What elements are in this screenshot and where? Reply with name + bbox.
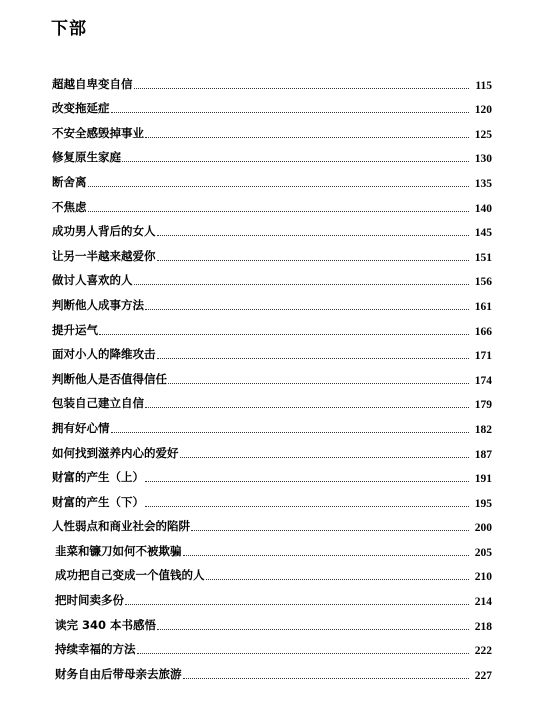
toc-entry-page-number: 115 — [475, 79, 492, 92]
toc-entry[interactable] — [52, 560, 492, 585]
toc-dot-leader — [183, 678, 470, 679]
toc-dot-leader — [99, 334, 469, 335]
toc-dot-leader — [137, 653, 470, 654]
toc-dot-leader — [145, 309, 469, 310]
toc-entry-page-number: 227 — [474, 669, 492, 682]
toc-dot-leader — [134, 88, 470, 89]
toc-entry-page-number: 120 — [474, 104, 492, 117]
toc-entry-page-number: 179 — [474, 399, 492, 412]
toc-dot-leader — [145, 137, 469, 138]
toc-entry-page-number: 210 — [474, 571, 492, 584]
toc-dot-leader — [157, 629, 469, 630]
toc-entry-title: 拥有好心情 — [52, 420, 110, 435]
toc-entry[interactable] — [52, 486, 492, 511]
toc-entry-page-number: 205 — [474, 546, 492, 559]
toc-entry-title: 财务自由后带母亲去旅游 — [55, 666, 182, 681]
toc-dot-leader — [157, 235, 470, 236]
toc-dot-leader — [157, 358, 470, 359]
toc-entry-page-number: 214 — [474, 596, 492, 609]
toc-entry-page-number: 222 — [474, 645, 492, 658]
toc-entry-page-number: 182 — [474, 423, 492, 436]
toc-entry-page-number: 140 — [474, 202, 492, 215]
toc-entry-title: 把时间卖多份 — [55, 593, 124, 608]
toc-entry-title: 面对小人的降维攻击 — [52, 347, 156, 362]
toc-entry-title: 提升运气 — [52, 322, 98, 337]
toc-entry-title: 做讨人喜欢的人 — [52, 273, 133, 288]
toc-dot-leader — [122, 161, 469, 162]
toc-entry-page-number: 200 — [474, 522, 492, 535]
toc-entry[interactable] — [52, 117, 492, 142]
toc-entry-page-number: 125 — [474, 128, 492, 141]
toc-entry[interactable] — [52, 462, 492, 487]
toc-dot-leader — [111, 112, 470, 113]
toc-entry[interactable] — [52, 363, 492, 388]
toc-dot-leader — [125, 604, 469, 605]
toc-entry-page-number: 191 — [474, 473, 492, 486]
toc-entry-title: 读完 340 本书感悟 — [55, 617, 157, 632]
toc-entry[interactable] — [52, 314, 492, 339]
toc-entry-title: 持续幸福的方法 — [55, 642, 136, 657]
toc-dot-leader — [157, 260, 470, 261]
toc-dot-leader — [168, 383, 469, 384]
toc-entry[interactable] — [52, 634, 492, 659]
toc-entry[interactable] — [52, 166, 492, 191]
toc-entry-page-number: 145 — [474, 227, 492, 240]
toc-entry[interactable] — [52, 142, 492, 167]
toc-dot-leader — [88, 186, 470, 187]
toc-entry[interactable] — [52, 216, 492, 241]
toc-entry[interactable] — [52, 93, 492, 118]
toc-entry-page-number: 156 — [474, 276, 492, 289]
toc-entry[interactable] — [52, 339, 492, 364]
toc-entry-page-number: 151 — [474, 251, 492, 264]
toc-entry-page-number: 130 — [474, 153, 492, 166]
toc-entry-title: 包装自己建立自信 — [52, 396, 144, 411]
toc-entry-page-number: 187 — [474, 448, 492, 461]
toc-entry-title: 修复原生家庭 — [52, 150, 121, 165]
toc-entry-title: 判断他人成事方法 — [52, 297, 144, 312]
toc-entry-title: 超越自卑变自信 — [52, 76, 133, 91]
toc-dot-leader — [88, 211, 470, 212]
toc-entry-title: 断舍离 — [52, 174, 87, 189]
toc-entry-title: 成功把自己变成一个值钱的人 — [55, 568, 205, 583]
toc-entry[interactable] — [52, 658, 492, 683]
toc-entry[interactable] — [52, 437, 492, 462]
table-of-contents — [52, 68, 492, 683]
toc-dot-leader — [145, 481, 469, 482]
section-heading: 下部 — [51, 19, 87, 39]
toc-entry-title: 不焦虑 — [52, 199, 87, 214]
toc-entry-title: 让另一半越来越爱你 — [52, 248, 156, 263]
toc-entry-page-number: 171 — [474, 350, 492, 363]
toc-entry[interactable] — [52, 609, 492, 634]
toc-entry-page-number: 174 — [474, 374, 492, 387]
toc-dot-leader — [145, 407, 469, 408]
toc-entry-title: 改变拖延症 — [52, 101, 110, 116]
toc-dot-leader — [180, 457, 470, 458]
toc-dot-leader — [111, 432, 470, 433]
toc-entry[interactable] — [52, 265, 492, 290]
toc-entry-title: 成功男人背后的女人 — [52, 224, 156, 239]
toc-entry[interactable] — [52, 511, 492, 536]
toc-dot-leader — [145, 506, 469, 507]
toc-entry-title: 如何找到滋养内心的爱好 — [52, 445, 179, 460]
toc-entry[interactable] — [52, 289, 492, 314]
toc-entry[interactable] — [52, 412, 492, 437]
toc-dot-leader — [183, 555, 470, 556]
toc-entry[interactable] — [52, 240, 492, 265]
toc-entry-page-number: 135 — [474, 177, 492, 190]
toc-dot-leader — [206, 579, 470, 580]
toc-entry-title: 财富的产生（下） — [52, 494, 144, 509]
toc-entry-title: 人性弱点和商业社会的陷阱 — [52, 519, 190, 534]
toc-entry-page-number: 218 — [474, 620, 492, 633]
toc-dot-leader — [134, 284, 470, 285]
toc-entry[interactable] — [52, 68, 492, 93]
toc-entry-title: 判断他人是否值得信任 — [52, 371, 167, 386]
toc-entry[interactable] — [52, 584, 492, 609]
toc-entry-page-number: 166 — [474, 325, 492, 338]
toc-dot-leader — [191, 530, 469, 531]
toc-entry-title: 韭菜和镰刀如何不被欺骗 — [55, 543, 182, 558]
toc-entry-page-number: 195 — [474, 497, 492, 510]
toc-entry-title: 财富的产生（上） — [52, 470, 144, 485]
toc-entry-title: 不安全感毁掉事业 — [52, 125, 144, 140]
toc-entry-page-number: 161 — [474, 300, 492, 313]
toc-entry[interactable] — [52, 388, 492, 413]
toc-entry[interactable] — [52, 535, 492, 560]
toc-entry[interactable] — [52, 191, 492, 216]
